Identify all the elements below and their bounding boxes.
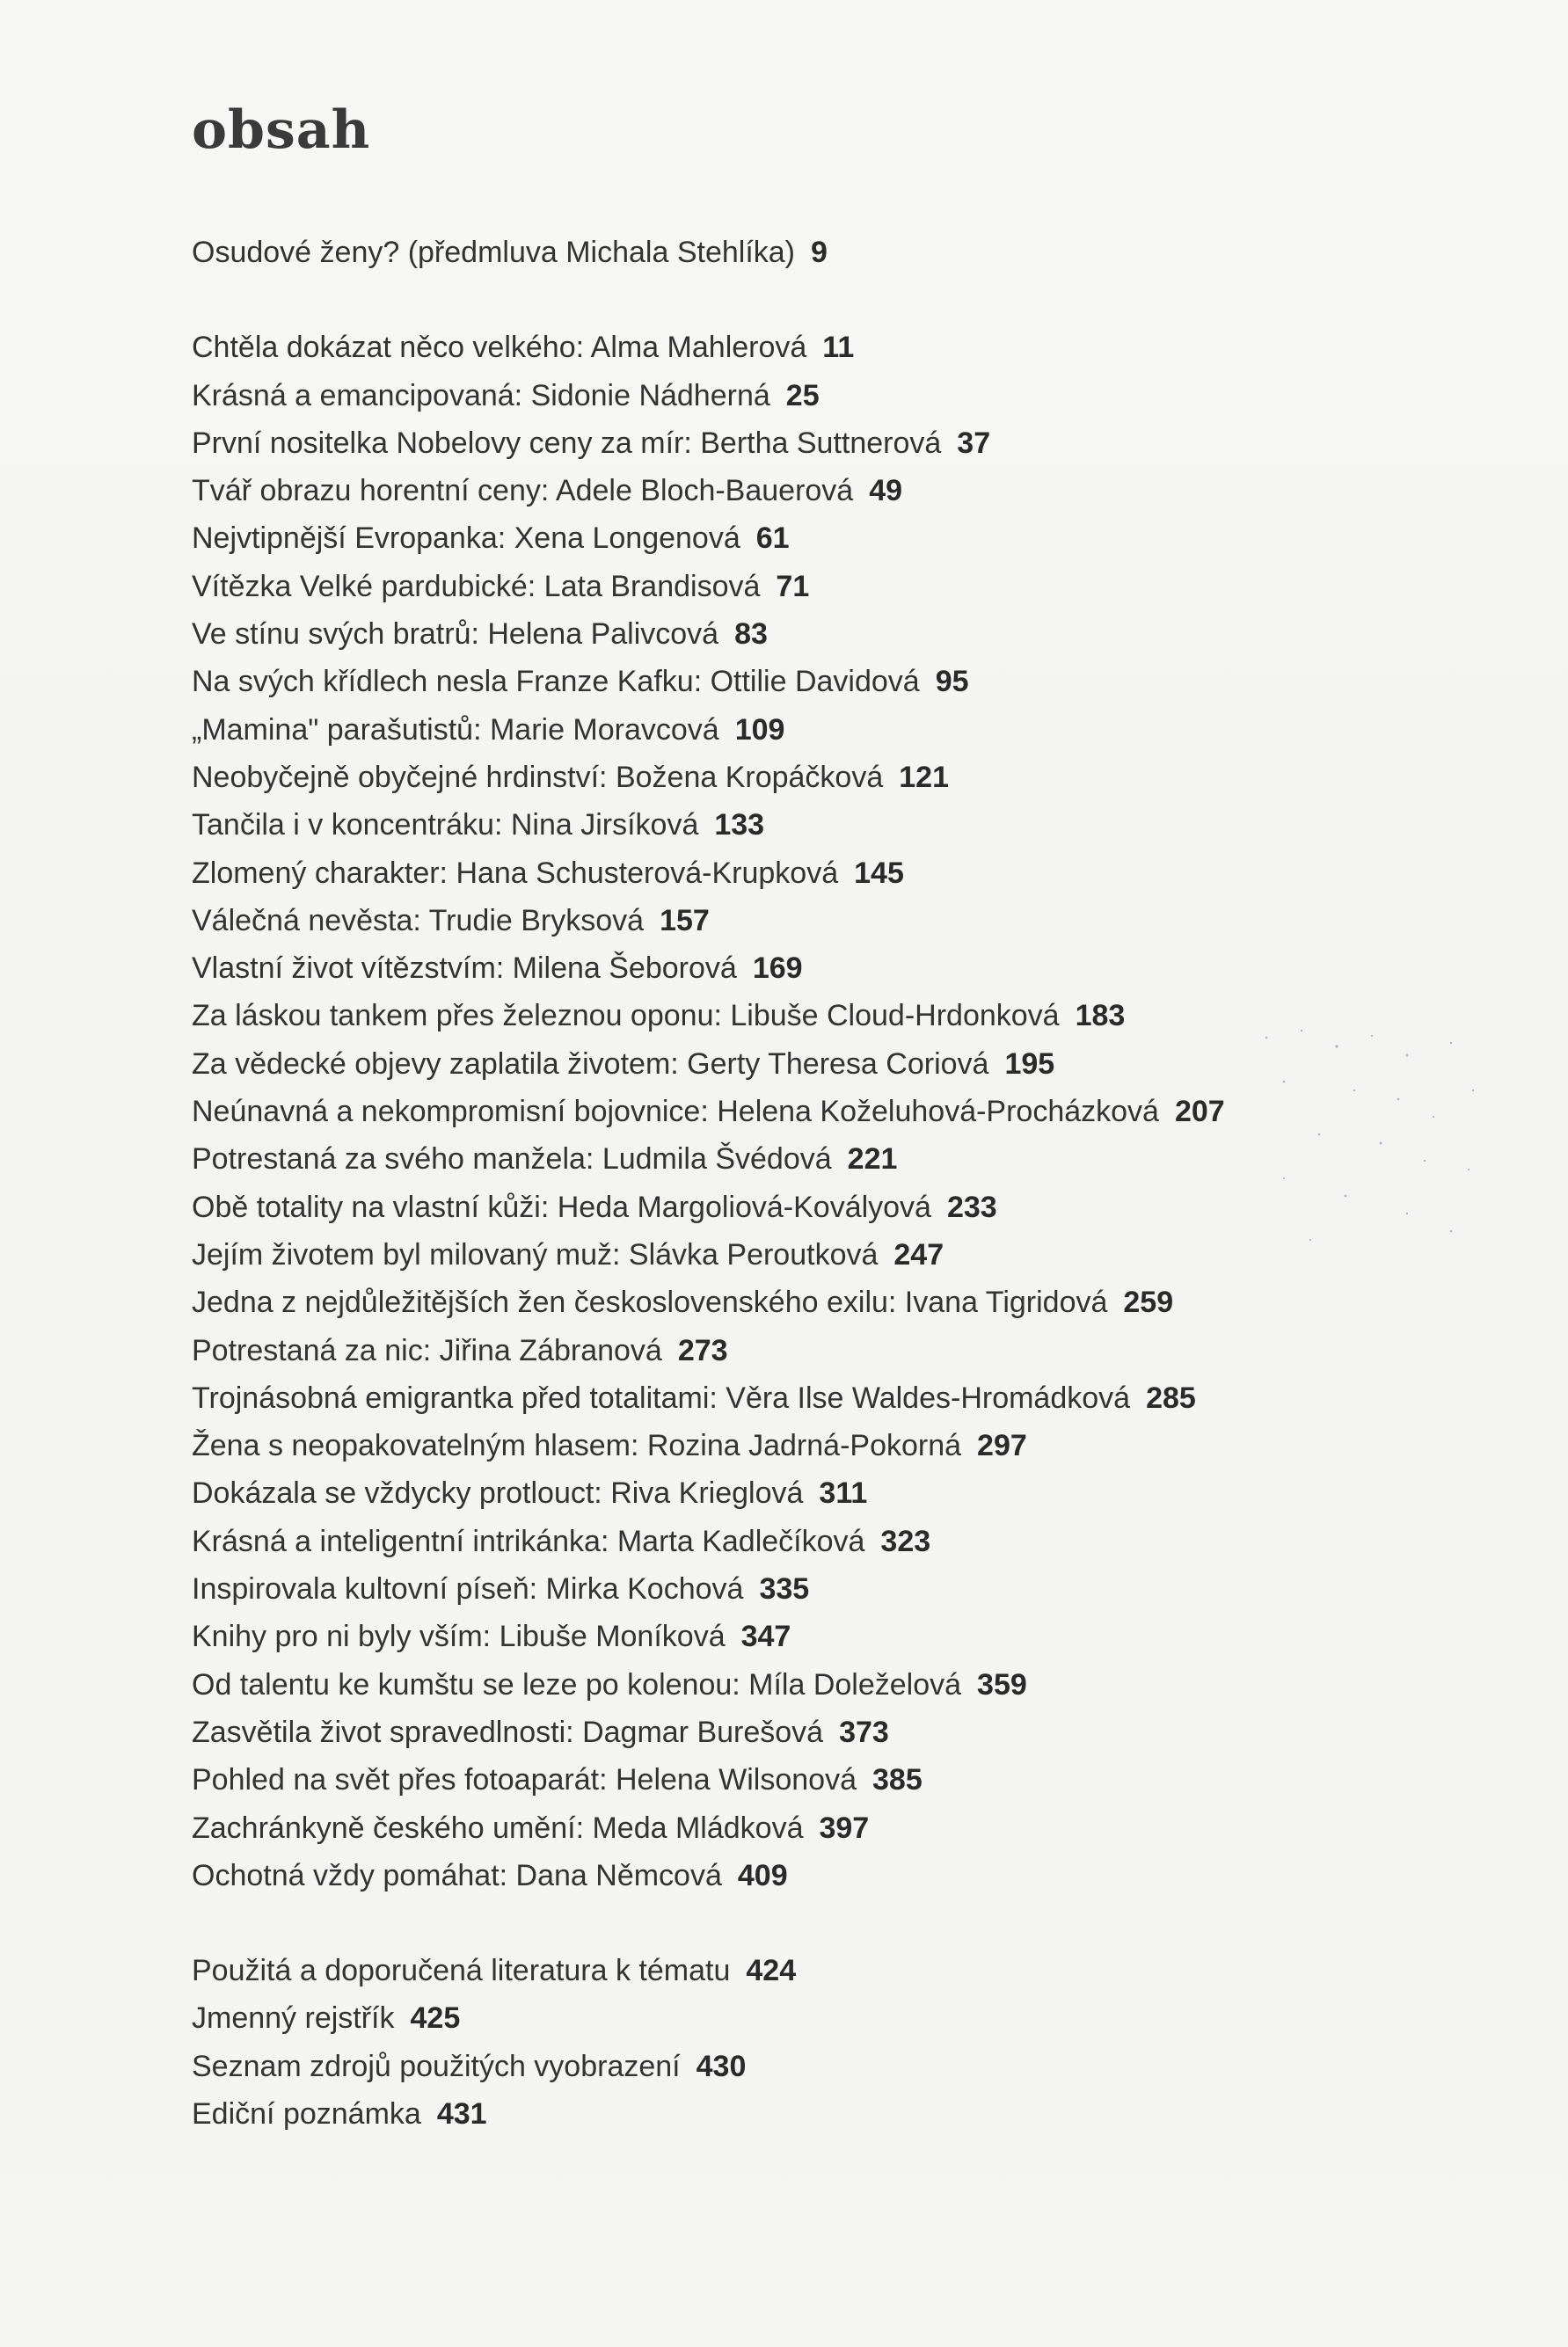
toc-entry-page-number: 133 bbox=[714, 808, 765, 842]
toc-entry-page-number: 157 bbox=[660, 903, 710, 937]
toc-entry-title: Ve stínu svých bratrů: Helena Palivcová bbox=[192, 617, 719, 652]
toc-entry-page-number: 9 bbox=[811, 236, 828, 269]
toc-entry-page-number: 311 bbox=[819, 1476, 868, 1511]
toc-entry-title: Obě totality na vlastní kůži: Heda Margoliová-Kovályová bbox=[192, 1190, 931, 1224]
toc-entry-page-number: 221 bbox=[847, 1142, 898, 1177]
toc-entry-title: Seznam zdrojů použitých vyobrazení bbox=[192, 2049, 681, 2083]
toc-entry bbox=[192, 1184, 1440, 1231]
toc-entry-title: Ediční poznámka bbox=[192, 2096, 421, 2131]
toc-entry-page-number: 335 bbox=[759, 1572, 810, 1607]
toc-entry bbox=[192, 849, 1440, 897]
toc-entry-page-number: 207 bbox=[1174, 1095, 1225, 1129]
toc-entry-title: Nejvtipnější Evropanka: Xena Longenová bbox=[192, 521, 740, 556]
toc-entry-title: Neúnavná a nekompromisní bojovnice: Helena Koželuhová-Procházková bbox=[192, 1095, 1159, 1129]
toc-entry-page-number: 121 bbox=[899, 760, 949, 794]
table-of-contents bbox=[192, 229, 1440, 2138]
toc-entry bbox=[192, 467, 1440, 514]
toc-entry-title: Zasvětila život spravedlnosti: Dagmar Burešová bbox=[192, 1715, 824, 1749]
toc-entry-page-number: 273 bbox=[677, 1333, 728, 1367]
toc-entry-page-number: 71 bbox=[776, 569, 810, 603]
toc-entry-page-number: 424 bbox=[746, 1954, 797, 1988]
toc-entry-page-number: 430 bbox=[696, 2049, 747, 2083]
toc-entry bbox=[192, 514, 1440, 562]
toc-entry-page-number: 385 bbox=[872, 1763, 923, 1797]
toc-entry-title: Potrestaná za svého manžela: Ludmila Švédová bbox=[192, 1142, 832, 1177]
toc-entry-page-number: 95 bbox=[935, 665, 969, 699]
toc-entry-title: Žena s neopakovatelným hlasem: Rozina Jadrná-Pokorná bbox=[192, 1429, 962, 1463]
toc-entry-title: Osudové ženy? (předmluva Michala Stehlíka) bbox=[192, 236, 795, 269]
toc-entry bbox=[192, 1518, 1440, 1565]
toc-entry-title: Chtěla dokázat něco velkého: Alma Mahlerová bbox=[192, 331, 807, 365]
toc-entry-page-number: 233 bbox=[946, 1190, 997, 1224]
toc-entry-title: Válečná nevěsta: Trudie Bryksová bbox=[192, 903, 645, 937]
toc-entry-page-number: 359 bbox=[977, 1667, 1027, 1702]
toc-entry bbox=[192, 1565, 1440, 1613]
toc-entry bbox=[192, 801, 1440, 849]
toc-entry bbox=[192, 1327, 1440, 1374]
toc-entry bbox=[192, 658, 1440, 705]
toc-entry bbox=[192, 1947, 1440, 1994]
toc-entry-title: Dokázala se vždycky protlouct: Riva Krieglová bbox=[192, 1476, 804, 1511]
toc-entry bbox=[192, 706, 1440, 754]
toc-entry bbox=[192, 1852, 1440, 1899]
toc-entry-page-number: 183 bbox=[1075, 999, 1126, 1033]
toc-entry-page-number: 409 bbox=[737, 1858, 788, 1892]
toc-entry-page-number: 37 bbox=[957, 426, 991, 460]
toc-entry-title: Inspirovala kultovní píseň: Mirka Kochová bbox=[192, 1572, 744, 1607]
toc-entry-title: Jmenný rejstřík bbox=[192, 2001, 395, 2036]
toc-entry-title: „Mamina" parašutistů: Marie Moravcová bbox=[192, 712, 719, 747]
toc-entry bbox=[192, 1374, 1440, 1422]
toc-entry-page-number: 323 bbox=[880, 1524, 931, 1558]
toc-entry-title: Tvář obrazu horentní ceny: Adele Bloch-Bauerová bbox=[192, 474, 854, 508]
toc-entry bbox=[192, 992, 1440, 1039]
toc-entry-page-number: 11 bbox=[822, 331, 855, 365]
toc-entry bbox=[192, 1756, 1440, 1804]
toc-entry bbox=[192, 2090, 1440, 2138]
toc-entry-title: Krásná a emancipovaná: Sidonie Nádherná bbox=[192, 378, 770, 412]
toc-entry bbox=[192, 1469, 1440, 1517]
toc-entry bbox=[192, 1613, 1440, 1660]
toc-entry-page-number: 347 bbox=[740, 1620, 791, 1654]
toc-entry bbox=[192, 1709, 1440, 1756]
toc-entry-title: Za láskou tankem přes železnou oponu: Libuše Cloud-Hrdonková bbox=[192, 999, 1060, 1033]
toc-entry bbox=[192, 1231, 1440, 1279]
toc-entry bbox=[192, 372, 1440, 419]
toc-entry-page-number: 397 bbox=[819, 1811, 870, 1845]
toc-entry bbox=[192, 1422, 1440, 1469]
toc-entry-page-number: 247 bbox=[893, 1237, 944, 1272]
toc-entry bbox=[192, 1994, 1440, 2042]
toc-entry-title: Jejím životem byl milovaný muž: Slávka Peroutková bbox=[192, 1237, 879, 1272]
toc-entry bbox=[192, 944, 1440, 992]
toc-entry bbox=[192, 610, 1440, 658]
toc-entry bbox=[192, 897, 1440, 944]
toc-entry bbox=[192, 419, 1440, 467]
page-title: obsah bbox=[192, 99, 371, 161]
toc-entry bbox=[192, 754, 1440, 801]
toc-entry-title: Ochotná vždy pomáhat: Dana Němcová bbox=[192, 1858, 722, 1892]
toc-entry-page-number: 83 bbox=[734, 617, 768, 652]
toc-entry-page-number: 431 bbox=[436, 2096, 487, 2131]
toc-entry bbox=[192, 1804, 1440, 1852]
toc-entry bbox=[192, 2043, 1440, 2090]
toc-entry-page-number: 373 bbox=[839, 1715, 889, 1749]
toc-entry bbox=[192, 1135, 1440, 1183]
toc-entry-page-number: 109 bbox=[734, 712, 785, 747]
toc-entry-page-number: 195 bbox=[1004, 1046, 1055, 1081]
toc-entry bbox=[192, 563, 1440, 610]
toc-entry-page-number: 259 bbox=[1123, 1286, 1174, 1320]
toc-entry-title: Pohled na svět přes fotoaparát: Helena Wilsonová bbox=[192, 1763, 857, 1797]
toc-entry-title: Vlastní život vítězstvím: Milena Šeborová bbox=[192, 951, 737, 986]
toc-entry-title: Vítězka Velké pardubické: Lata Brandisová bbox=[192, 569, 761, 603]
toc-entry-title: Na svých křídlech nesla Franze Kafku: Ottilie Davidová bbox=[192, 665, 920, 699]
toc-entry-page-number: 145 bbox=[854, 856, 904, 890]
toc-entry-title: Zlomený charakter: Hana Schusterová-Krupková bbox=[192, 856, 839, 890]
toc-entry-page-number: 425 bbox=[410, 2001, 461, 2036]
toc-entry-title: Použitá a doporučená literatura k tématu bbox=[192, 1954, 731, 1988]
toc-entry-title: Jedna z nejdůležitějších žen československého exilu: Ivana Tigridová bbox=[192, 1286, 1108, 1320]
toc-entry-title: Tančila i v koncentráku: Nina Jirsíková bbox=[192, 808, 699, 842]
toc-entry-page-number: 169 bbox=[752, 951, 803, 986]
toc-entry-page-number: 25 bbox=[785, 378, 820, 412]
toc-entry-page-number: 49 bbox=[869, 474, 903, 508]
toc-entry bbox=[192, 1661, 1440, 1709]
toc-entry-title: Neobyčejně obyčejné hrdinství: Božena Kropáčková bbox=[192, 760, 884, 794]
toc-entry-title: Od talentu ke kumštu se leze po kolenou: Míla Doleželová bbox=[192, 1667, 962, 1702]
toc-entry-page-number: 285 bbox=[1146, 1381, 1196, 1415]
toc-entry-title: Knihy pro ni byly vším: Libuše Moníková bbox=[192, 1620, 726, 1654]
toc-entry-page-number: 61 bbox=[755, 521, 790, 556]
toc-entry bbox=[192, 229, 1440, 276]
toc-entry bbox=[192, 1279, 1440, 1326]
toc-entry-title: Zachránkyně českého umění: Meda Mládková bbox=[192, 1811, 804, 1845]
toc-entry-title: Trojnásobná emigrantka před totalitami: Věra Ilse Waldes-Hromádková bbox=[192, 1381, 1131, 1415]
toc-entry-title: První nositelka Nobelovy ceny za mír: Bertha Suttnerová bbox=[192, 426, 942, 460]
toc-entry-title: Potrestaná za nic: Jiřina Zábranová bbox=[192, 1333, 662, 1367]
toc-entry-title: Za vědecké objevy zaplatila životem: Gerty Theresa Coriová bbox=[192, 1046, 989, 1081]
toc-entry bbox=[192, 1088, 1440, 1135]
toc-entry bbox=[192, 324, 1440, 371]
toc-entry-page-number: 297 bbox=[977, 1429, 1027, 1463]
toc-entry-title: Krásná a inteligentní intrikánka: Marta Kadlečíková bbox=[192, 1524, 865, 1558]
toc-entry bbox=[192, 1040, 1440, 1088]
